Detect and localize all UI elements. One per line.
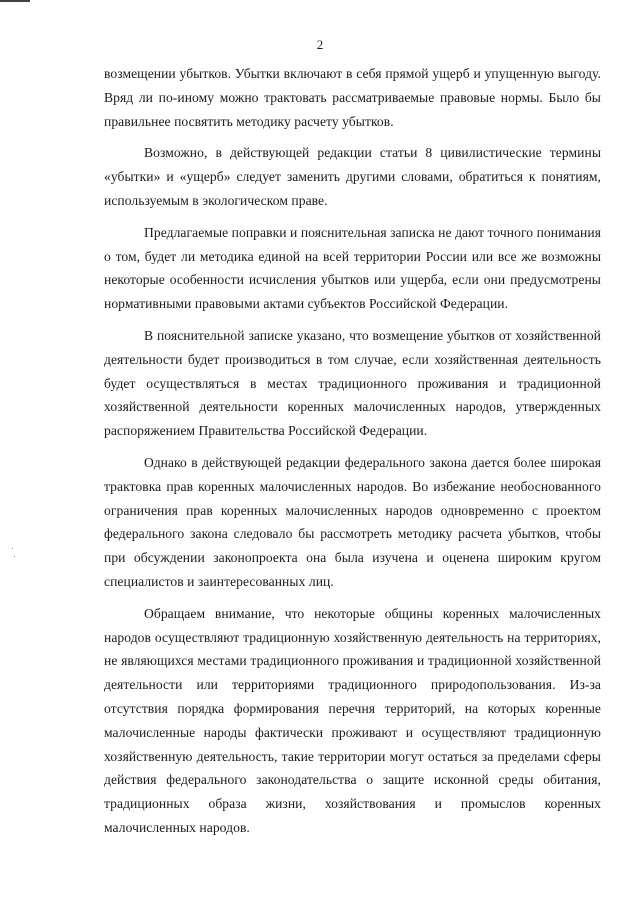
paragraph: Однако в действующей редакции федерального закона дается более широкая трактовка прав коренных малочисленных народов. Во избежание необоснованного ограничения прав коренных малочисленных народов одновременно с проектом федерального закона следовало бы рассмотреть методику расчета убытков, чтобы при обсуждении законопроекта она была изучена и оценена широким кругом специалистов и заинтересованных лиц. <box>104 454 601 589</box>
paragraph: Обращаем внимание, что некоторые общины коренных малочисленных народов осуществляют традиционную хозяйственную деятельность на территориях, не являющихся местами традиционного проживания и традиционной хозяйственной деятельности или территориями традиционного природопользования. Из-за отсутствия порядка формирования перечня территорий, на которых коренные малочисленные народы фактически проживают и осуществляют традиционную хозяйственную деятельность, такие территории могут остаться за пределами сферы действия федерального законодательства о защите исконной среды обитания, традиционных образа жизни, хозяйствования и промыслов коренных малочисленных народов. <box>104 605 601 835</box>
paragraph: Предлагаемые поправки и пояснительная записка не дают точного понимания о том, будет ли методика единой на всей территории России или все же возможны некоторые особенности исчисления убытков или ущерба, если они предусмотрены нормативными правовыми актами субъектов Российской Федерации. <box>104 224 601 312</box>
page-number: 2 <box>316 37 324 52</box>
scan-corner-mark <box>0 0 30 2</box>
paragraph: Возможно, в действующей редакции статьи 8 цивилистические термины «убытки» и «ущерб» следует заменить другими словами, обратиться к понятиям, используемым в экологическом праве. <box>104 145 601 208</box>
paragraph-continuation: возмещении убытков. Убытки включают в себя прямой ущерб и упущенную выгоду. Вряд ли по-иному можно трактовать рассматриваемые правовые нормы. Было бы правильнее посвятить методику расчету убытков. <box>104 66 601 129</box>
scan-speck <box>12 548 13 549</box>
paragraph: В пояснительной записке указано, что возмещение убытков от хозяйственной деятельности будет производиться в том случае, если хозяйственная деятельность будет осуществляться в местах традиционного проживания и традиционной хозяйственной деятельности коренных малочисленных народов, утвержденных распоряжением Правительства Российской Федерации. <box>104 327 601 439</box>
scan-speck <box>14 556 15 557</box>
document-body <box>104 62 601 848</box>
